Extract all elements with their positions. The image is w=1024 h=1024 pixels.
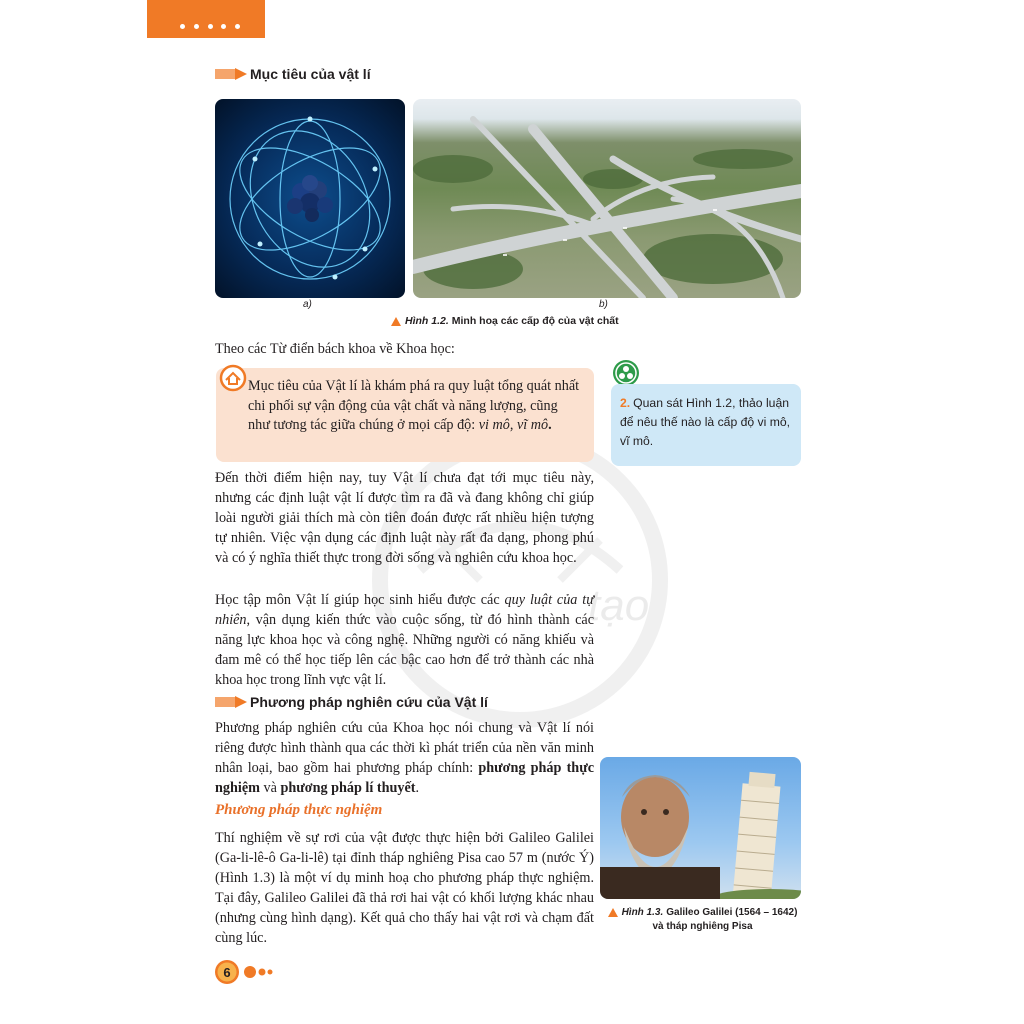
paragraph-2-part1: Học tập môn Vật lí giúp học sinh hiểu được các <box>215 592 505 608</box>
paragraph-3-end: . <box>415 780 420 796</box>
page-number-badge <box>214 959 278 990</box>
method-theoretical: phương pháp lí thuyết <box>280 780 416 796</box>
definition-icon <box>219 364 247 392</box>
tab-dots <box>180 24 240 30</box>
definition-term-macro: vĩ mô <box>516 417 549 433</box>
caption-line-2: và tháp nghiêng Pisa <box>652 921 753 932</box>
caption-label: Hình 1.3. <box>621 907 664 918</box>
page-number: 6 <box>223 965 231 980</box>
paragraph-4-text: Thí nghiệm về sự rơi của vật được thực hiện bởi Galileo Galilei (Ga-li-lê-ô Ga-li-lê) tại đỉnh tháp nghiêng Pisa cao 57 m (nước Ý) (Hình 1.3) là một ví dụ minh hoạ cho phương pháp thực nghiệm. Tại đây, Galileo Galilei đã thả rơi hai vật có khối lượng khác nhau (nhưng cùng hình dạng). Kết quả cho thấy hai vật rơi và chạm đất cùng lúc. <box>215 830 594 946</box>
section-heading-methods <box>215 694 488 710</box>
paragraph-3-part1: Phương pháp nghiên cứu của Khoa học nói chung và Vật lí nói riêng được hình thành qua các thời kì phát triển của nền văn minh nhân loại, bao gồm hai phương pháp chính: <box>215 720 594 776</box>
question-number: 2. <box>620 396 631 410</box>
section-title: Phương pháp nghiên cứu của Vật lí <box>250 694 488 710</box>
paragraph-2-part2: , vận dụng kiến thức vào cuộc sống, từ đó hình thành các năng lực khoa học và công nghệ. Những người có năng khiếu và đam mê có thể học tiếp lên các bậc cao hơn để trở thành các nhà khoa học trong lĩnh vực vật lí. <box>215 612 594 688</box>
definition-end: . <box>548 417 552 433</box>
paragraph-2-italic: quy luật của tự nhiên <box>215 592 594 628</box>
atom-image <box>215 99 405 298</box>
definition-box <box>216 368 594 462</box>
method-experimental: phương pháp thực nghiệm <box>215 760 595 796</box>
paragraph-methods <box>215 718 594 798</box>
question-body: Quan sát Hình 1.2, thảo luận để nêu thế nào là cấp độ vi mô, vĩ mô. <box>620 396 791 448</box>
question-box <box>611 384 801 466</box>
definition-text-main: Mục tiêu của Vật lí là khám phá ra quy luật tổng quát nhất chi phối sự vận động của vật chất và năng lượng, cũng như tương tác giữa chúng ở mọi cấp độ: <box>248 378 580 433</box>
intro-line: Theo các Từ điển bách khoa về Khoa học: <box>215 341 455 357</box>
chapter-tab <box>147 0 265 38</box>
subsection-title: Phương pháp thực nghiệm <box>215 802 383 818</box>
question-icon <box>612 359 640 387</box>
highway-image <box>413 99 801 298</box>
figure-1-3-caption <box>602 907 803 932</box>
question-text <box>620 394 792 451</box>
definition-text <box>248 377 582 436</box>
caption-triangle-icon <box>608 908 618 917</box>
paragraph-galileo <box>215 828 594 948</box>
section-title: Mục tiêu của vật lí <box>250 66 371 82</box>
paragraph-3-mid: và <box>259 780 281 796</box>
figure-1-2-caption <box>391 315 619 327</box>
caption-triangle-icon <box>391 317 401 326</box>
figure-label-a: a) <box>303 299 312 310</box>
section-arrow-icon <box>215 696 247 708</box>
section-heading-goals <box>215 66 371 82</box>
definition-term-micro: vi mô <box>478 417 510 433</box>
section-arrow-icon <box>215 68 247 80</box>
galileo-pisa-image <box>600 757 801 899</box>
paragraph-learning <box>215 590 594 690</box>
caption-text: Minh hoạ các cấp độ của vật chất <box>451 315 619 327</box>
caption-label: Hình 1.2. <box>405 315 449 327</box>
figure-label-b: b) <box>599 299 608 310</box>
paragraph-progress <box>215 468 594 568</box>
watermark-text: tạo <box>588 581 650 630</box>
paragraph-1-text: Đến thời điểm hiện nay, tuy Vật lí chưa đạt tới mục tiêu này, nhưng các định luật vật lí được tìm ra đã và đang không chỉ giúp loài người giải thích mà còn tiên đoán được rất nhiều hiện tượng tự nhiên. Việc vận dụng các định luật này rất đa dạng, phong phú và có ý nghĩa thiết thực trong đời sống và nghiên cứu khoa học. <box>215 470 594 566</box>
definition-separator: , <box>509 417 517 433</box>
caption-line-1: Galileo Galilei (1564 – 1642) <box>666 907 798 918</box>
